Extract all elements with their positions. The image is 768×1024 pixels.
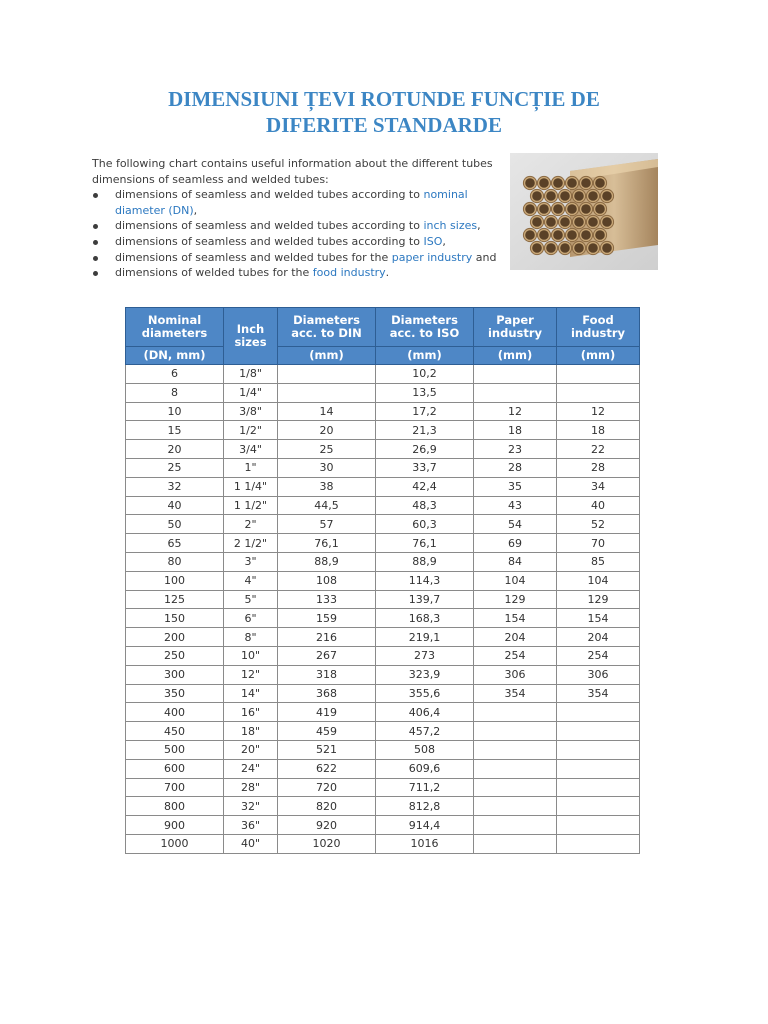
table-cell: 914,4 xyxy=(376,816,474,835)
table-cell: 114,3 xyxy=(376,571,474,590)
table-body xyxy=(126,365,640,854)
table-row xyxy=(126,740,640,759)
intro-item xyxy=(92,265,504,281)
table-cell: 36" xyxy=(224,816,278,835)
table-cell xyxy=(474,703,557,722)
table-row xyxy=(126,402,640,421)
table-cell: 43 xyxy=(474,496,557,515)
intro-item xyxy=(92,218,504,234)
intro-section xyxy=(92,156,504,281)
table-cell: 900 xyxy=(126,816,224,835)
table-cell: 42,4 xyxy=(376,477,474,496)
table-cell: 800 xyxy=(126,797,224,816)
table-cell: 44,5 xyxy=(278,496,376,515)
table-cell: 154 xyxy=(557,609,640,628)
table-row xyxy=(126,703,640,722)
table-row xyxy=(126,684,640,703)
table-cell: 104 xyxy=(474,571,557,590)
table-cell: 920 xyxy=(278,816,376,835)
table-cell xyxy=(557,365,640,384)
intro-item-text: dimensions of seamless and welded tubes according to xyxy=(115,234,424,248)
table-cell: 34 xyxy=(557,477,640,496)
table-cell xyxy=(557,740,640,759)
table-row xyxy=(126,628,640,647)
table-cell: 354 xyxy=(557,684,640,703)
table-cell: 159 xyxy=(278,609,376,628)
table-cell: 14" xyxy=(224,684,278,703)
table-cell: 40 xyxy=(126,496,224,515)
table-cell: 2" xyxy=(224,515,278,534)
col-header-iso: Diameters acc. to ISO xyxy=(376,308,474,347)
table-cell: 1/2" xyxy=(224,421,278,440)
table-cell: 8" xyxy=(224,628,278,647)
table-row xyxy=(126,797,640,816)
col-header-din: Diameters acc. to DIN xyxy=(278,308,376,347)
table-cell: 254 xyxy=(474,646,557,665)
table-row xyxy=(126,365,640,384)
table-cell: 48,3 xyxy=(376,496,474,515)
table-cell: 820 xyxy=(278,797,376,816)
table-cell: 133 xyxy=(278,590,376,609)
intro-item-suffix: . xyxy=(385,266,390,280)
table-cell: 52 xyxy=(557,515,640,534)
table-cell: 21,3 xyxy=(376,421,474,440)
table-cell: 273 xyxy=(376,646,474,665)
table-cell: 20" xyxy=(224,740,278,759)
table-row xyxy=(126,609,640,628)
table-row xyxy=(126,646,640,665)
table-cell xyxy=(474,740,557,759)
table-cell: 6" xyxy=(224,609,278,628)
table-cell: 85 xyxy=(557,552,640,571)
col-header-inch-sizes: Inch sizes xyxy=(224,308,278,365)
table-cell: 355,6 xyxy=(376,684,474,703)
table-cell xyxy=(557,703,640,722)
table-row xyxy=(126,722,640,741)
table-cell xyxy=(557,383,640,402)
table-cell xyxy=(474,816,557,835)
table-row xyxy=(126,383,640,402)
table-cell: 40 xyxy=(557,496,640,515)
table-cell: 720 xyxy=(278,778,376,797)
table-cell: 1020 xyxy=(278,834,376,853)
table-cell: 28" xyxy=(224,778,278,797)
table-cell: 28 xyxy=(557,458,640,477)
intro-item-text: dimensions of seamless and welded tubes according to xyxy=(115,219,424,233)
table-cell: 30 xyxy=(278,458,376,477)
table-cell: 88,9 xyxy=(278,552,376,571)
tubes-bundle-image xyxy=(510,153,658,270)
intro-item-text: dimensions of welded tubes for the xyxy=(115,266,313,280)
table-cell: 600 xyxy=(126,759,224,778)
table-cell: 154 xyxy=(474,609,557,628)
title-line-1: DIMENSIUNI ȚEVI ROTUNDE FUNCȚIE DE xyxy=(168,87,600,111)
table-cell: 700 xyxy=(126,778,224,797)
table-cell xyxy=(557,759,640,778)
intro-lead: The following chart contains useful information about the different tubes dimensions of seamless and welded tubes: xyxy=(92,157,493,186)
table-cell: 1/8" xyxy=(224,365,278,384)
table-cell: 10" xyxy=(224,646,278,665)
table-cell: 3" xyxy=(224,552,278,571)
table-cell: 84 xyxy=(474,552,557,571)
table-cell: 1 1/4" xyxy=(224,477,278,496)
table-cell: 318 xyxy=(278,665,376,684)
table-cell: 28 xyxy=(474,458,557,477)
intro-list xyxy=(92,187,504,281)
table-cell: 267 xyxy=(278,646,376,665)
table-row xyxy=(126,496,640,515)
intro-item-highlight: nominal diameter (DN) xyxy=(115,188,468,217)
table-cell: 10 xyxy=(126,402,224,421)
table-cell xyxy=(474,383,557,402)
table-cell: 88,9 xyxy=(376,552,474,571)
table-cell: 8 xyxy=(126,383,224,402)
unit-header-din: (mm) xyxy=(278,347,376,365)
table-cell: 25 xyxy=(126,458,224,477)
table-cell: 16" xyxy=(224,703,278,722)
table-row xyxy=(126,834,640,853)
table-cell: 250 xyxy=(126,646,224,665)
intro-item-highlight: ISO xyxy=(423,234,443,248)
table-cell: 129 xyxy=(557,590,640,609)
table-row xyxy=(126,590,640,609)
table-cell xyxy=(557,778,640,797)
table-cell xyxy=(474,365,557,384)
table-cell: 354 xyxy=(474,684,557,703)
table-cell: 125 xyxy=(126,590,224,609)
table-cell: 3/8" xyxy=(224,402,278,421)
table-cell: 200 xyxy=(126,628,224,647)
table-cell: 12 xyxy=(557,402,640,421)
intro-item-suffix: , xyxy=(442,234,446,248)
table-cell: 139,7 xyxy=(376,590,474,609)
table-cell: 216 xyxy=(278,628,376,647)
table-cell: 38 xyxy=(278,477,376,496)
table-row xyxy=(126,665,640,684)
intro-item-suffix: , xyxy=(477,219,481,233)
table-cell: 14 xyxy=(278,402,376,421)
intro-item-text: dimensions of seamless and welded tubes according to xyxy=(115,188,424,202)
table-cell xyxy=(278,383,376,402)
intro-item-highlight: food industry xyxy=(312,266,386,280)
table-cell: 20 xyxy=(126,440,224,459)
intro-item xyxy=(92,250,504,266)
col-header-food: Food industry xyxy=(557,308,640,347)
table-cell: 419 xyxy=(278,703,376,722)
table-cell: 76,1 xyxy=(278,534,376,553)
page-title xyxy=(0,86,768,138)
table-cell xyxy=(474,834,557,853)
table-cell: 457,2 xyxy=(376,722,474,741)
table-cell: 204 xyxy=(474,628,557,647)
table-row xyxy=(126,515,640,534)
table-cell: 15 xyxy=(126,421,224,440)
table-cell: 40" xyxy=(224,834,278,853)
table-cell xyxy=(557,816,640,835)
table-cell: 35 xyxy=(474,477,557,496)
table-cell: 50 xyxy=(126,515,224,534)
table-cell: 219,1 xyxy=(376,628,474,647)
table-row xyxy=(126,778,640,797)
table-cell: 24" xyxy=(224,759,278,778)
table-cell: 1 1/2" xyxy=(224,496,278,515)
table-cell: 60,3 xyxy=(376,515,474,534)
table-cell: 80 xyxy=(126,552,224,571)
table-cell: 500 xyxy=(126,740,224,759)
intro-item-suffix: , xyxy=(193,203,198,217)
intro-item-highlight: paper industry xyxy=(391,250,473,264)
table-cell: 3/4" xyxy=(224,440,278,459)
table-cell: 32 xyxy=(126,477,224,496)
table-cell: 13,5 xyxy=(376,383,474,402)
unit-header-iso: (mm) xyxy=(376,347,474,365)
table-cell: 323,9 xyxy=(376,665,474,684)
tubes-photo xyxy=(510,153,658,270)
table-cell: 20 xyxy=(278,421,376,440)
table-cell: 1016 xyxy=(376,834,474,853)
intro-item xyxy=(92,187,504,218)
table-row xyxy=(126,759,640,778)
table-cell: 1000 xyxy=(126,834,224,853)
tube-dimensions-table xyxy=(125,307,640,854)
table-cell: 12" xyxy=(224,665,278,684)
table-cell xyxy=(474,722,557,741)
table-cell: 150 xyxy=(126,609,224,628)
intro-item-text: dimensions of seamless and welded tubes for the xyxy=(115,250,392,264)
table-row xyxy=(126,571,640,590)
intro-item-highlight: inch sizes xyxy=(423,219,478,233)
table-cell: 32" xyxy=(224,797,278,816)
table-cell: 450 xyxy=(126,722,224,741)
table-cell: 26,9 xyxy=(376,440,474,459)
table-cell: 57 xyxy=(278,515,376,534)
table-row xyxy=(126,421,640,440)
table-cell: 23 xyxy=(474,440,557,459)
table-cell: 18" xyxy=(224,722,278,741)
table-row xyxy=(126,534,640,553)
table-cell: 508 xyxy=(376,740,474,759)
table-cell: 76,1 xyxy=(376,534,474,553)
table-cell xyxy=(474,778,557,797)
title-line-2: DIFERITE STANDARDE xyxy=(266,113,502,137)
table-row xyxy=(126,552,640,571)
table-cell: 459 xyxy=(278,722,376,741)
table-row xyxy=(126,477,640,496)
table-cell: 100 xyxy=(126,571,224,590)
table-cell: 2 1/2" xyxy=(224,534,278,553)
table-cell: 65 xyxy=(126,534,224,553)
table-cell xyxy=(557,797,640,816)
unit-header-dn: (DN, mm) xyxy=(126,347,224,365)
unit-header-paper: (mm) xyxy=(474,347,557,365)
table-cell: 17,2 xyxy=(376,402,474,421)
table-cell: 4" xyxy=(224,571,278,590)
table-cell: 10,2 xyxy=(376,365,474,384)
table-row xyxy=(126,440,640,459)
table-cell: 1/4" xyxy=(224,383,278,402)
table-cell: 129 xyxy=(474,590,557,609)
table-cell: 204 xyxy=(557,628,640,647)
table-cell: 609,6 xyxy=(376,759,474,778)
table-cell: 254 xyxy=(557,646,640,665)
table-cell: 18 xyxy=(474,421,557,440)
table-cell: 6 xyxy=(126,365,224,384)
table-cell xyxy=(557,722,640,741)
table-cell: 18 xyxy=(557,421,640,440)
table-cell: 812,8 xyxy=(376,797,474,816)
table-cell: 69 xyxy=(474,534,557,553)
table-cell: 300 xyxy=(126,665,224,684)
table-cell: 306 xyxy=(474,665,557,684)
table-cell: 711,2 xyxy=(376,778,474,797)
table-cell: 521 xyxy=(278,740,376,759)
intro-item-suffix: and xyxy=(472,250,497,264)
table-cell: 54 xyxy=(474,515,557,534)
intro-item xyxy=(92,234,504,250)
table-cell: 306 xyxy=(557,665,640,684)
unit-header-food: (mm) xyxy=(557,347,640,365)
table-cell: 104 xyxy=(557,571,640,590)
table-cell: 25 xyxy=(278,440,376,459)
col-header-paper: Paper industry xyxy=(474,308,557,347)
table-cell xyxy=(557,834,640,853)
table-cell: 168,3 xyxy=(376,609,474,628)
table-row xyxy=(126,816,640,835)
table-cell: 400 xyxy=(126,703,224,722)
table-cell: 350 xyxy=(126,684,224,703)
table-cell: 70 xyxy=(557,534,640,553)
table-cell: 33,7 xyxy=(376,458,474,477)
table-cell: 108 xyxy=(278,571,376,590)
table-cell: 406,4 xyxy=(376,703,474,722)
table-cell xyxy=(474,797,557,816)
table-cell: 368 xyxy=(278,684,376,703)
table-cell: 5" xyxy=(224,590,278,609)
table-row xyxy=(126,458,640,477)
table-cell xyxy=(474,759,557,778)
table-cell: 622 xyxy=(278,759,376,778)
table-cell: 22 xyxy=(557,440,640,459)
table-cell: 1" xyxy=(224,458,278,477)
col-header-nominal-diameters: Nominal diameters xyxy=(126,308,224,347)
table-cell xyxy=(278,365,376,384)
table-cell: 12 xyxy=(474,402,557,421)
